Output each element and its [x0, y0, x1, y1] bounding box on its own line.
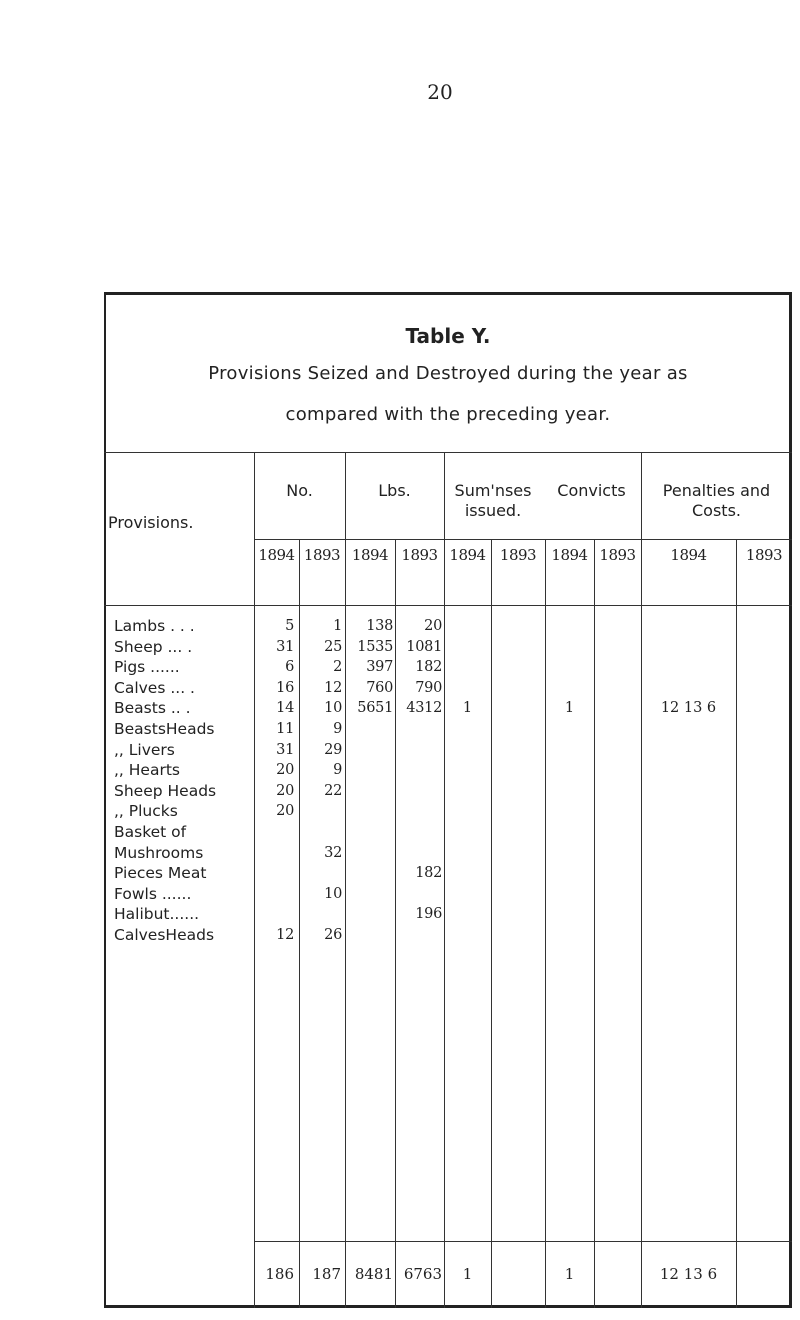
cell-lbs-1893: 196 [415, 906, 442, 923]
year-header: 1894 [670, 546, 707, 564]
header-penalties-line2: Costs. [692, 501, 741, 520]
cell-no-1893: 10 [324, 885, 342, 902]
col-rule [545, 539, 546, 1308]
row-label: Beasts .. . [114, 699, 191, 718]
header-summonses-line1: Sum'nses [454, 481, 532, 500]
cell-no-1894: 20 [276, 762, 294, 779]
total-convicts-1894: 1 [564, 1265, 575, 1283]
cell-no-1893: 26 [324, 927, 342, 943]
row-label: Pieces Meat [114, 864, 207, 883]
cell-lbs-1894: 1535 [357, 638, 393, 655]
row-label: Lambs . . . [114, 617, 195, 635]
year-header: 1893 [745, 546, 783, 564]
col-rule [491, 539, 492, 1308]
header-provisions: Provisions. [108, 513, 194, 532]
cell-lbs-1893: 182 [415, 659, 442, 676]
cell-lbs-1894: 138 [366, 618, 393, 634]
year-header: 1893 [599, 546, 636, 564]
row-label: Fowls ...... [114, 884, 192, 903]
row-label: Halibut...... [114, 905, 200, 924]
cell-no-1893: 29 [324, 741, 342, 758]
year-header: 1894 [351, 546, 389, 564]
header-penalties-line1: Penalties and [662, 481, 771, 500]
col-rule [444, 452, 445, 1308]
totals-rule [254, 1241, 792, 1242]
row-label: Basket of [114, 823, 187, 841]
cell-no-1894: 5 [285, 618, 294, 634]
cell-penalties-1894: 12 13 6 [660, 700, 717, 717]
total-no-1893: 187 [312, 1265, 341, 1283]
cell-no-1894: 20 [276, 782, 294, 799]
cell-convicts-1894: 1 [564, 700, 575, 717]
cell-no-1894: 16 [276, 679, 294, 696]
header-no: No. [286, 481, 313, 500]
total-lbs-1894: 8481 [354, 1265, 393, 1283]
table-title: Table Y. [405, 324, 491, 348]
cell-summonses-1894: 1 [462, 700, 473, 717]
table-subtitle-line2: compared with the preceding year. [285, 404, 611, 425]
year-header: 1894 [258, 546, 295, 564]
cell-lbs-1893: 790 [415, 679, 442, 696]
total-no-1894: 186 [265, 1265, 294, 1283]
cell-lbs-1893: 182 [415, 865, 442, 882]
year-header: 1893 [401, 546, 438, 564]
cell-no-1893: 22 [324, 782, 342, 799]
total-summonses-1894: 1 [462, 1265, 473, 1283]
col-rule [641, 452, 642, 1308]
col-rule [594, 539, 595, 1308]
row-label: Pigs ...... [114, 658, 180, 677]
cell-no-1893: 2 [333, 659, 342, 676]
cell-no-1893: 9 [333, 762, 342, 779]
total-penalties-1894: 12 13 6 [659, 1265, 718, 1283]
row-label: ,, Plucks [114, 802, 178, 821]
cell-no-1893: 9 [333, 721, 342, 737]
cell-lbs-1894: 5651 [357, 700, 393, 717]
header-lbs: Lbs. [378, 481, 411, 500]
col-rule [254, 452, 255, 1308]
year-header: 1894 [551, 546, 588, 564]
cell-no-1893: 12 [324, 679, 342, 696]
year-row-rule [254, 539, 792, 540]
cell-lbs-1894: 397 [366, 659, 393, 676]
cell-no-1893: 10 [324, 700, 342, 717]
cell-lbs-1894: 760 [366, 679, 393, 696]
row-label: BeastsHeads [114, 720, 215, 738]
year-header: 1894 [449, 546, 486, 564]
row-label: Sheep ... . [114, 637, 193, 656]
cell-no-1894: 31 [276, 741, 294, 758]
header-convicts: Convicts [557, 481, 626, 500]
cell-no-1893: 25 [324, 638, 342, 655]
header-summonses-line2: issued. [464, 501, 522, 520]
cell-no-1893: 1 [333, 618, 342, 634]
year-header: 1893 [303, 546, 341, 564]
header-top-rule [104, 452, 792, 453]
page-number: 20 [427, 80, 453, 104]
cell-no-1894: 31 [276, 638, 294, 655]
row-label: ,, Hearts [114, 761, 180, 780]
table-subtitle-line1: Provisions Seized and Destroyed during the year as [208, 363, 688, 384]
cell-no-1894: 14 [276, 700, 294, 717]
cell-lbs-1893: 4312 [406, 700, 442, 717]
year-header: 1893 [499, 546, 537, 564]
col-rule [345, 452, 346, 1308]
cell-no-1894: 6 [285, 659, 294, 676]
row-label: Calves ... . [114, 678, 195, 697]
cell-no-1893: 32 [324, 844, 342, 861]
col-rule [736, 539, 737, 1308]
row-label: Sheep Heads [114, 781, 217, 800]
cell-lbs-1893: 1081 [406, 638, 442, 655]
cell-lbs-1893: 20 [424, 618, 442, 634]
row-label: ,, Livers [114, 740, 175, 759]
total-lbs-1893: 6763 [403, 1265, 442, 1283]
row-label: Mushrooms [114, 843, 204, 862]
cell-no-1894: 20 [276, 803, 294, 820]
header-bottom-rule [104, 605, 792, 606]
cell-no-1894: 12 [276, 927, 294, 943]
cell-no-1894: 11 [276, 721, 294, 737]
row-label: CalvesHeads [114, 926, 215, 944]
